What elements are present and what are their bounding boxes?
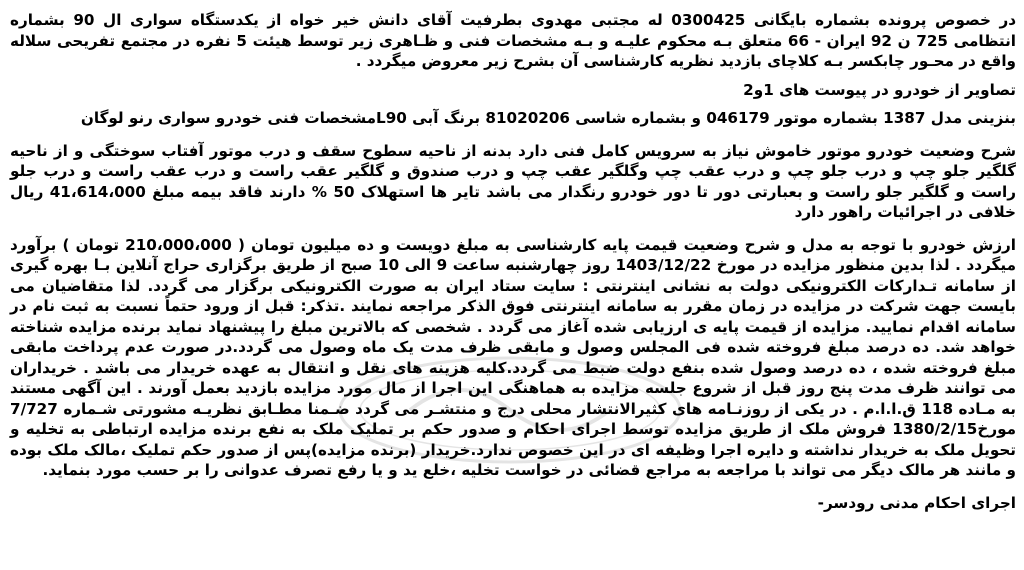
vehicle-condition: شرح وضعیت خودرو موتور خاموش نیاز به سرویس کامل فنی دارد بدنه از ناحیه سطوح سقف و درب موتور آفتاب سوختگی و از ناحیه گلگیر جلو چپ و درب جلو چپ و درب عقب چپ وگلگیر عقب چپ و درب صندوق و گلگیر عقب راست و درب عقب راست و درب جلو راست و گلگیر جلو راست و بعبارتی دور تا دور خودرو رنگدار می باشد تایر ها استهلاک 50 % دارند فاقد بیمه مبلغ 41،614،000 ریال خلافی در اجرائیات راهور دارد (10, 141, 1016, 221)
photos-line: تصاویر از خودرو در پیوست های 1و2 (743, 80, 1016, 99)
intro-paragraph: در خصوص پرونده بشماره بایگانی 0300425 له مجتبی مهدوی بطرفیت آقای دانش خیر خواه از یکدستگاه سواری ال 90 بشماره انتظامی 725 ن 92 ایران - 66 متعلق بـه محکوم علیـه و بـه مشخصات فنی و ظـاهری زیر توسط هیئت 5 نفره در مجتمع تفریحی سلاله واقع در محـور چابکسر بـه کلاچای بازدید نظریه کارشناسی آن بشرح زیر معروض میگردد . (10, 11, 1016, 70)
valuation-and-auction: ارزش خودرو با توجه به مدل و شرح وضعیت قیمت پایه کارشناسی به مبلغ دویست و ده میلیون تومان ( 210،000،000 تومان ) برآورد میگردد . لذا بدین منظور مزایده در مورخ 1403/12/22 روز چهارشنبه ساعت 9 الی 10 صبح از طریق برگزاری حراج آنلاین بـا بهره گیری از سامانه تـدارکات الکترونیکی دولت به نشانی اینترنتی : سایت ستاد ایران به صورت الکترونیکی برگزار می گردد. لذا متقاضیان می بایست جهت شرکت در مزایده در زمان مقرر به سامانه اینترنتی فوق الذکر مراجعه نمایند .تذکر: قبل از ورود حتماً نسبت به ثبت نام در سامانه اقدام نمایید. مزایده از قیمت پایه ی ارزیابی شده آغاز می گردد . شخصی که بالاترین مبلغ را پیشنهاد نماید برنده مزایده شناخته خواهد شد. ده درصد مبلغ فروخته شده فی المجلس وصول و مابقی ظرف مدت یک ماه وصول می گردد.در صورت عدم پرداخت مابقی مبلغ فروخته شده ، ده درصد وصول شده بنفع دولت ضبط می گردد.کلیه هزینه های نقل و انتقال به عهده خریدار می باشد . خریداران می توانند ظرف مدت پنج روز قبل از شروع جلسه مزایده به هماهنگی این اجرا از مال مورد مزایده بازدید بعمل آورند . این آگهی مستند به مـاده 118 ق.ا.ا.م . در یکی از روزنـامه های کثیرالانتشار محلی درج و منتشـر می گردد ضـمنا مطـابق نظریـه مشورتی شـماره 7/727 مورخ1380/2/15 فروش ملک از طریق مزایده توسط اجرای احکام و صدور حکم بر تملیک ملک به نفع برنده مزایده ارتباطی به تخلیه و تحویل ملک به خریدار نداشته و دایره اجرا وظیفه ای در این خصوص ندارد.خریدار (برنده مزایده)پس از صدور حکم تملیک ،مالک ملک بوده و مانند هر مالک دیگر می تواند با مراجعه به مراجع قضائی در خواست تخلیه ،خلع ید و یا رفع تصرف عدوانی را بر حسب مورد بنماید. (10, 235, 1017, 479)
signature-line: اجرای احکام مدنی رودسر- (817, 493, 1016, 512)
vehicle-specs: بنزینی مدل 1387 بشماره موتور 046179 و بشماره شاسی 81020206 برنگ آبی L90مشخصات فنی خودرو سواری رنو لوگان (80, 109, 1016, 127)
